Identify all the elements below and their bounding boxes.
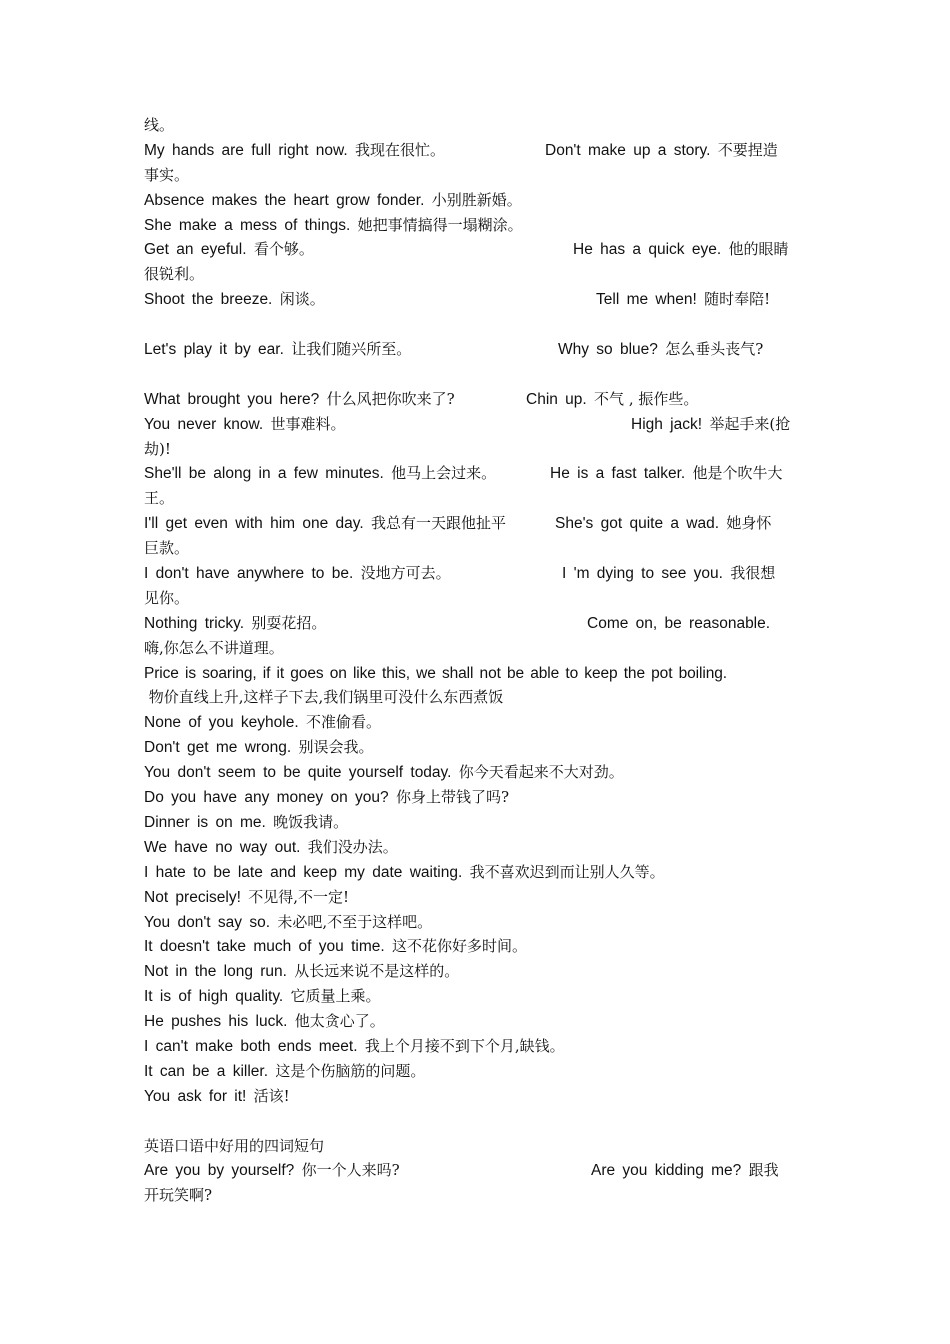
phrase-en: She'll be along in a few minutes. [144, 465, 384, 483]
phrase-line [144, 910, 812, 935]
phrase-zh: 他太贪心了。 [294, 1012, 385, 1031]
phrase-en: Don't make up a story. [545, 141, 711, 159]
phrase-line [144, 387, 812, 412]
phrase-line [144, 287, 812, 312]
phrase-en: She's got quite a wad. [555, 515, 720, 533]
phrase-zh: 不气 , 振作些。 [594, 389, 699, 408]
phrase-line [144, 213, 812, 238]
phrase-line [144, 1034, 812, 1059]
phrase-en: Not in the long run. [144, 963, 287, 981]
phrase-line [144, 337, 812, 362]
phrase-line [144, 461, 812, 486]
phrase-line [144, 984, 812, 1009]
phrase-zh: 我们没办法。 [307, 837, 398, 856]
phrase-right [526, 387, 698, 413]
phrase-line [144, 1084, 812, 1109]
phrase-line [144, 1059, 812, 1084]
phrase-zh: 不见得,不一定! [248, 887, 350, 906]
phrase-line [144, 710, 812, 735]
phrase-line [144, 511, 812, 536]
phrase-zh: 没地方可去。 [360, 564, 451, 583]
phrase-zh: 我不喜欢迟到而让别人久等。 [469, 862, 665, 881]
phrase-right [591, 1158, 779, 1184]
phrase-en: Absence makes the heart grow fonder. [144, 191, 425, 209]
text-line: 嗨,你怎么不讲道理。 [144, 638, 284, 657]
phrase-line [144, 138, 812, 163]
phrase-en: It doesn't take much of you time. [144, 938, 385, 956]
phrase-en: It is of high quality. [144, 988, 284, 1006]
phrase-en: He has a quick eye. [573, 241, 722, 259]
document-page [144, 113, 812, 1208]
phrase-en: Tell me when! [596, 291, 697, 309]
phrase-zh: 它质量上乘。 [290, 987, 381, 1006]
text-line: 巨款。 [144, 539, 190, 558]
phrase-line [144, 237, 812, 262]
phrase-en: Nothing tricky. [144, 614, 245, 632]
phrase-line [144, 1158, 812, 1183]
blank-line [144, 1109, 812, 1134]
phrase-line [144, 611, 812, 636]
phrase-zh: 她把事情搞得一塌糊涂。 [357, 215, 523, 234]
phrase-line [144, 835, 812, 860]
phrase-line [144, 860, 812, 885]
phrase-line [144, 561, 812, 586]
phrase-zh: 你一个人来吗? [301, 1161, 400, 1180]
phrase-zh: 让我们随兴所至。 [291, 340, 412, 359]
phrase-right [550, 461, 783, 487]
phrase-en: Are you kidding me? [591, 1162, 742, 1180]
phrase-en: Get an eyeful. [144, 241, 247, 259]
phrase-zh: 他马上会过来。 [391, 464, 497, 483]
phrase-zh: 你今天看起来不大对劲。 [458, 763, 624, 782]
phrase-zh: 他是个吹牛大 [692, 464, 783, 483]
phrase-zh: 举起手来(抢 [709, 414, 791, 433]
phrase-zh: 别误会我。 [298, 738, 374, 757]
text-line: 很锐利。 [144, 265, 205, 284]
phrase-zh: 跟我 [748, 1161, 779, 1180]
phrase-en: Shoot the breeze. [144, 291, 273, 309]
phrase-en: He is a fast talker. [550, 465, 686, 483]
phrase-zh: 我上个月接不到下个月,缺钱。 [364, 1036, 565, 1055]
phrase-zh: 我总有一天跟他扯平 [371, 514, 507, 533]
phrase-en: You don't seem to be quite yourself today. [144, 764, 452, 782]
phrase-en: He pushes his luck. [144, 1013, 288, 1031]
phrase-zh: 小别胜新婚。 [431, 190, 522, 209]
phrase-zh: 从长远来说不是这样的。 [294, 962, 460, 981]
phrase-en: Not precisely! [144, 888, 241, 906]
phrase-en: I don't have anywhere to be. [144, 565, 354, 583]
phrase-zh: 闲谈。 [279, 290, 325, 309]
text-line: 王。 [144, 489, 175, 508]
phrase-en: Why so blue? [558, 341, 658, 359]
phrase-zh: 他的眼睛 [728, 240, 789, 259]
phrase-zh: 不准偷看。 [305, 713, 381, 732]
blank-line [144, 312, 812, 337]
phrase-en: We have no way out. [144, 838, 301, 856]
phrase-zh: 我现在很忙。 [355, 140, 446, 159]
phrase-line [144, 810, 812, 835]
phrase-right [545, 138, 778, 164]
phrase-right [573, 237, 788, 263]
phrase-en: You don't say so. [144, 913, 270, 931]
text-line: 见你。 [144, 588, 190, 607]
text-line: 物价直线上升,这样子下去,我们锅里可没什么东西煮饭 [144, 688, 504, 707]
phrase-line [144, 661, 812, 686]
phrase-en: Price is soaring, if it goes on like this, we shall not be able to keep the pot boiling. [144, 664, 727, 682]
text-line: 线。 [144, 116, 175, 134]
phrase-line [144, 760, 812, 785]
phrase-line [144, 1009, 812, 1034]
phrase-right [555, 511, 771, 537]
phrase-zh: 她身怀 [726, 514, 772, 533]
phrase-zh: 我很想 [730, 564, 776, 583]
phrase-line [144, 735, 812, 760]
phrase-en: It can be a killer. [144, 1062, 269, 1080]
phrase-line [144, 959, 812, 984]
phrase-right [596, 287, 770, 313]
phrase-line [144, 885, 812, 910]
text-line: 开玩笑啊? [144, 1186, 213, 1205]
blank-line [144, 362, 812, 387]
phrase-en: I hate to be late and keep my date waiting. [144, 863, 463, 881]
phrase-line [144, 412, 812, 437]
phrase-en: You ask for it! [144, 1087, 247, 1105]
phrase-zh: 晚饭我请。 [273, 812, 349, 831]
phrase-zh: 这是个伤脑筋的问题。 [275, 1061, 426, 1080]
phrase-en: What brought you here? [144, 390, 320, 408]
phrase-en: Chin up. [526, 390, 587, 408]
phrase-en: High jack! [631, 415, 703, 433]
phrase-en: Come on, be reasonable. [587, 614, 771, 632]
phrase-en: Don't get me wrong. [144, 739, 292, 757]
phrase-en: Are you by yourself? [144, 1162, 295, 1180]
phrase-line [144, 188, 812, 213]
phrase-en: My hands are full right now. [144, 141, 348, 159]
phrase-zh: 看个够。 [253, 240, 314, 259]
phrase-right [587, 611, 770, 637]
phrase-en: I'll get even with him one day. [144, 515, 364, 533]
phrase-en: You never know. [144, 415, 264, 433]
phrase-zh: 你身上带钱了吗? [395, 788, 509, 807]
phrase-right [562, 561, 775, 587]
phrase-zh: 怎么垂头丧气? [665, 340, 764, 359]
phrase-zh: 不要捏造 [717, 140, 778, 159]
phrase-zh: 这不花你好多时间。 [391, 937, 527, 956]
phrase-en: Let's play it by ear. [144, 341, 284, 359]
text-line: 事实。 [144, 165, 190, 184]
section-heading: 英语口语中好用的四词短句 [144, 1136, 325, 1155]
phrase-right [558, 337, 763, 363]
phrase-en: I 'm dying to see you. [562, 565, 723, 583]
phrase-right [631, 412, 790, 438]
phrase-en: Dinner is on me. [144, 813, 266, 831]
phrase-zh: 活该! [253, 1086, 290, 1105]
phrase-zh: 别耍花招。 [251, 613, 327, 632]
phrase-line [144, 934, 812, 959]
phrase-zh: 什么风把你吹来了? [326, 389, 455, 408]
text-line: 劫)! [144, 439, 171, 458]
phrase-zh: 未必吧,不至于这样吧。 [277, 912, 433, 931]
phrase-en: I can't make both ends meet. [144, 1037, 358, 1055]
phrase-zh: 世事难料。 [270, 414, 346, 433]
phrase-zh: 随时奉陪! [704, 290, 771, 309]
phrase-en: Do you have any money on you? [144, 789, 389, 807]
phrase-line [144, 785, 812, 810]
phrase-en: None of you keyhole. [144, 714, 299, 732]
phrase-en: She make a mess of things. [144, 216, 351, 234]
